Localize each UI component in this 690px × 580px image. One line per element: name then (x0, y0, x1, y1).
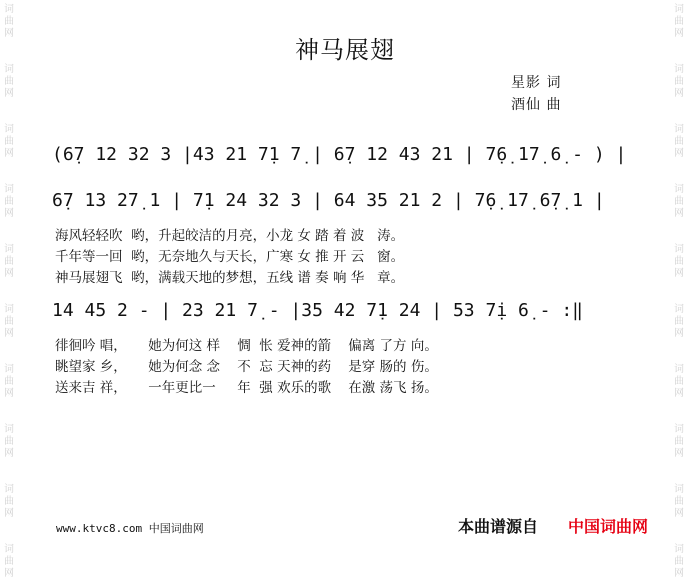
watermark-text: 词 曲 网 (4, 544, 14, 579)
watermark-text: 词 曲 网 (4, 64, 14, 99)
watermark-text: 词 曲 网 (4, 424, 14, 459)
watermark-text: 词 曲 网 (674, 244, 684, 279)
footer-site-name: 中国词曲网 (148, 522, 204, 535)
watermark-text: 词 曲 网 (674, 4, 684, 39)
lyric-line: 徘徊吟 唱， 她为何这 样 惆 怅 爱神的箭 偏离 了方 向。 (55, 338, 438, 354)
score-line: (6̣7 12 32 3 |43 21 7̣1 7̣ | 6̣7 12 43 21 | 7̣6̣ 17̣ 6̣ - ) | (52, 144, 627, 165)
lyric-line: 神马展翅飞 哟，满载天地的梦想，五线 谱 奏 响 华 章。 (55, 270, 405, 286)
watermark-text: 词 曲 网 (4, 304, 14, 339)
watermark-text: 词 曲 网 (674, 484, 684, 519)
score-line: 6̣7 13 27̣ 1 | 7̣1 24 32 3 | 64 35 21 2 | 7̣6̣ 17̣ 6̣7̣ 1 | (52, 190, 605, 211)
score-row-3 (52, 300, 602, 340)
footer-site (56, 520, 204, 536)
watermark-text: 词 曲 网 (674, 544, 684, 579)
watermark-text: 词 曲 网 (674, 184, 684, 219)
watermark-text: 词 曲 网 (674, 64, 684, 99)
lyric-line: 送来吉 祥， 一年更比一 年 强 欢乐的歌 在激 荡飞 扬。 (55, 380, 438, 396)
watermark-text: 词 曲 网 (4, 184, 14, 219)
page-title: 神马展翅 (295, 36, 395, 64)
footer-url[interactable]: www.ktvc8.com (56, 522, 143, 535)
score-row-1 (52, 144, 627, 184)
watermark-text: 词 曲 网 (674, 364, 684, 399)
score-line: 14 45 2 - | 23 21 7̣ - |35 42 7̣1 24 | 53 7̣i 6̣ - :‖ (52, 300, 584, 321)
lyricist-credit: 星影 词 (511, 75, 562, 91)
watermark-text: 词 曲 网 (4, 484, 14, 519)
watermark-text: 词 曲 网 (4, 124, 14, 159)
source-brand[interactable]: 中国词曲网 (568, 517, 649, 536)
lyric-line: 眺望家 乡， 她为何念 念 不 忘 天神的药 是穿 肠的 伤。 (55, 359, 438, 375)
composer-credit: 酒仙 曲 (511, 97, 562, 113)
watermark-right (672, 0, 688, 579)
watermark-text: 词 曲 网 (4, 4, 14, 39)
score-row-2 (52, 190, 605, 230)
watermark-text: 词 曲 网 (674, 124, 684, 159)
watermark-text: 词 曲 网 (674, 304, 684, 339)
lyric-line: 千年等一回 哟，无奈地久与天长，广寒 女 推 开 云 窗。 (55, 249, 405, 265)
lyric-line: 海风轻轻吹 哟，升起皎洁的月亮，小龙 女 踏 着 波 涛。 (55, 228, 405, 244)
watermark-text: 词 曲 网 (4, 244, 14, 279)
watermark-left (2, 0, 18, 579)
watermark-text: 词 曲 网 (674, 424, 684, 459)
watermark-text: 词 曲 网 (4, 364, 14, 399)
source-label: 本曲谱源自 (458, 517, 539, 536)
